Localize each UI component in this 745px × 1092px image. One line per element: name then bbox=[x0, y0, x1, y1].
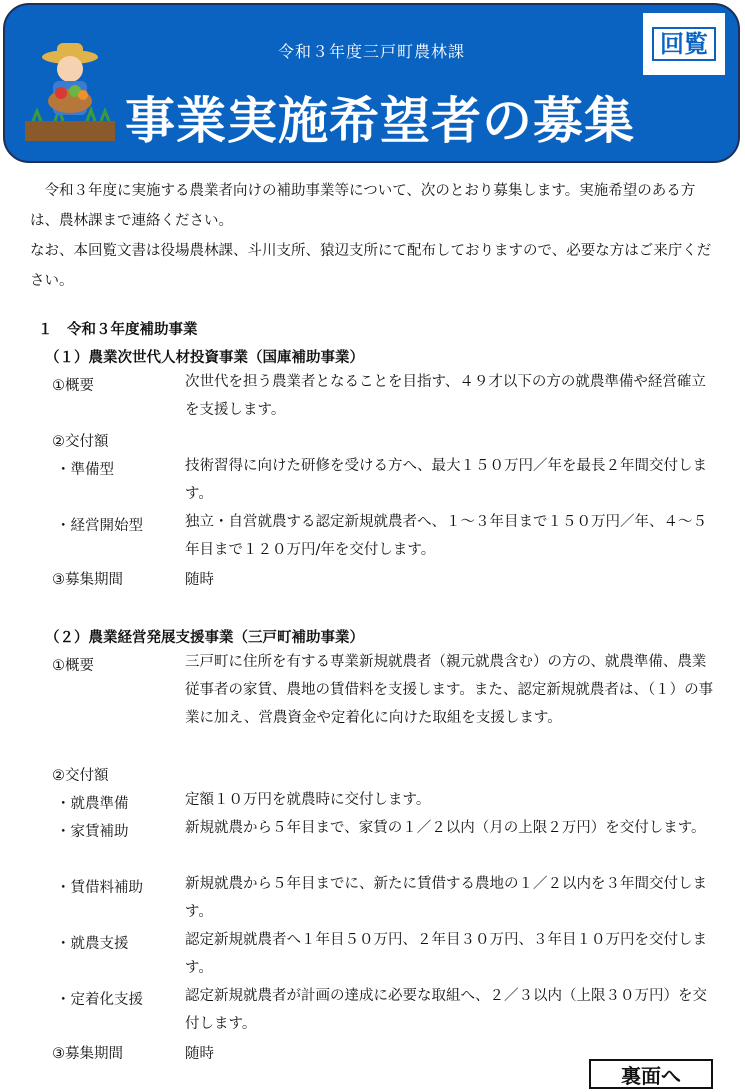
period-value-1: 随時 bbox=[185, 572, 214, 588]
intro-paragraph-1: 令和３年度に実施する農業者向けの補助事業等について、次のとおり募集します。実施希望のある方は、農林課まで連絡ください。 bbox=[30, 183, 696, 229]
item-text: 認定新規就農者が計画の達成に必要な取組へ、２／３以内（上限３０万円）を交付します。 bbox=[185, 988, 707, 1032]
period-label-2: ③募集期間 bbox=[52, 1046, 123, 1062]
item-label: ・家賃補助 bbox=[56, 824, 129, 840]
banner-subtitle: 令和３年度三戸町農林課 bbox=[277, 42, 465, 61]
item-label: ・就農支援 bbox=[56, 936, 129, 952]
subsection-heading-1: （１）農業次世代人材投資事業（国庫補助事業） bbox=[45, 350, 364, 366]
overview-label-1: ①概要 bbox=[52, 378, 94, 394]
item-text: 定額１０万円を就農時に交付します。 bbox=[185, 792, 431, 808]
header-banner bbox=[3, 3, 740, 163]
item-label: ・賃借料補助 bbox=[56, 880, 143, 896]
intro-paragraph-2: なお、本回覧文書は役場農林課、斗川支所、猿辺支所にて配布しておりますので、必要な方はご来庁ください。 bbox=[30, 243, 712, 289]
page-title: 事業実施希望者の募集 bbox=[125, 92, 635, 150]
amount-label-2: ②交付額 bbox=[52, 768, 109, 784]
item-text: 技術習得に向けた研修を受ける方へ、最大１５０万円／年を最長２年間交付します。 bbox=[185, 458, 707, 502]
overview-text-1: 次世代を担う農業者となることを目指す、４９才以下の方の就農準備や経営確立を支援します。 bbox=[185, 374, 706, 418]
item-label: ・経営開始型 bbox=[56, 518, 143, 534]
kairan-badge-label: 回覧 bbox=[652, 27, 716, 61]
item-text: 独立・自営就農する認定新規就農者へ、１～３年目まで１５０万円／年、４～５年目まで１２０万円/年を交付します。 bbox=[185, 514, 707, 558]
item-label: ・準備型 bbox=[56, 462, 114, 478]
item-label: ・定着化支援 bbox=[56, 992, 143, 1008]
amount-label-1: ②交付額 bbox=[52, 434, 109, 450]
item-label: ・就農準備 bbox=[56, 796, 129, 812]
kairan-badge bbox=[641, 11, 727, 77]
subsection-heading-2: （２）農業経営発展支援事業（三戸町補助事業） bbox=[45, 630, 364, 646]
section-heading: １ 令和３年度補助事業 bbox=[38, 322, 198, 338]
intro-text bbox=[30, 176, 720, 296]
item-text: 認定新規就農者へ１年目５０万円、２年目３０万円、３年目１０万円を交付します。 bbox=[185, 932, 707, 976]
period-value-2: 随時 bbox=[185, 1046, 214, 1062]
period-label-1: ③募集期間 bbox=[52, 572, 123, 588]
item-text: 新規就農から５年目まで、家賃の１／２以内（月の上限２万円）を交付します。 bbox=[185, 820, 706, 836]
overview-text-2: 三戸町に住所を有する専業新規就農者（親元就農含む）の方の、就農準備、農業従事者の家賃、農地の賃借料を支援します。また、認定新規就農者は、（１）の事業に加え、営農資金や定着化に向けた取組を支援します。 bbox=[185, 654, 714, 726]
next-page-label: 裏面へ bbox=[589, 1059, 713, 1089]
item-text: 新規就農から５年目までに、新たに賃借する農地の１／２以内を３年間交付します。 bbox=[185, 876, 707, 920]
overview-label-2: ①概要 bbox=[52, 658, 94, 674]
